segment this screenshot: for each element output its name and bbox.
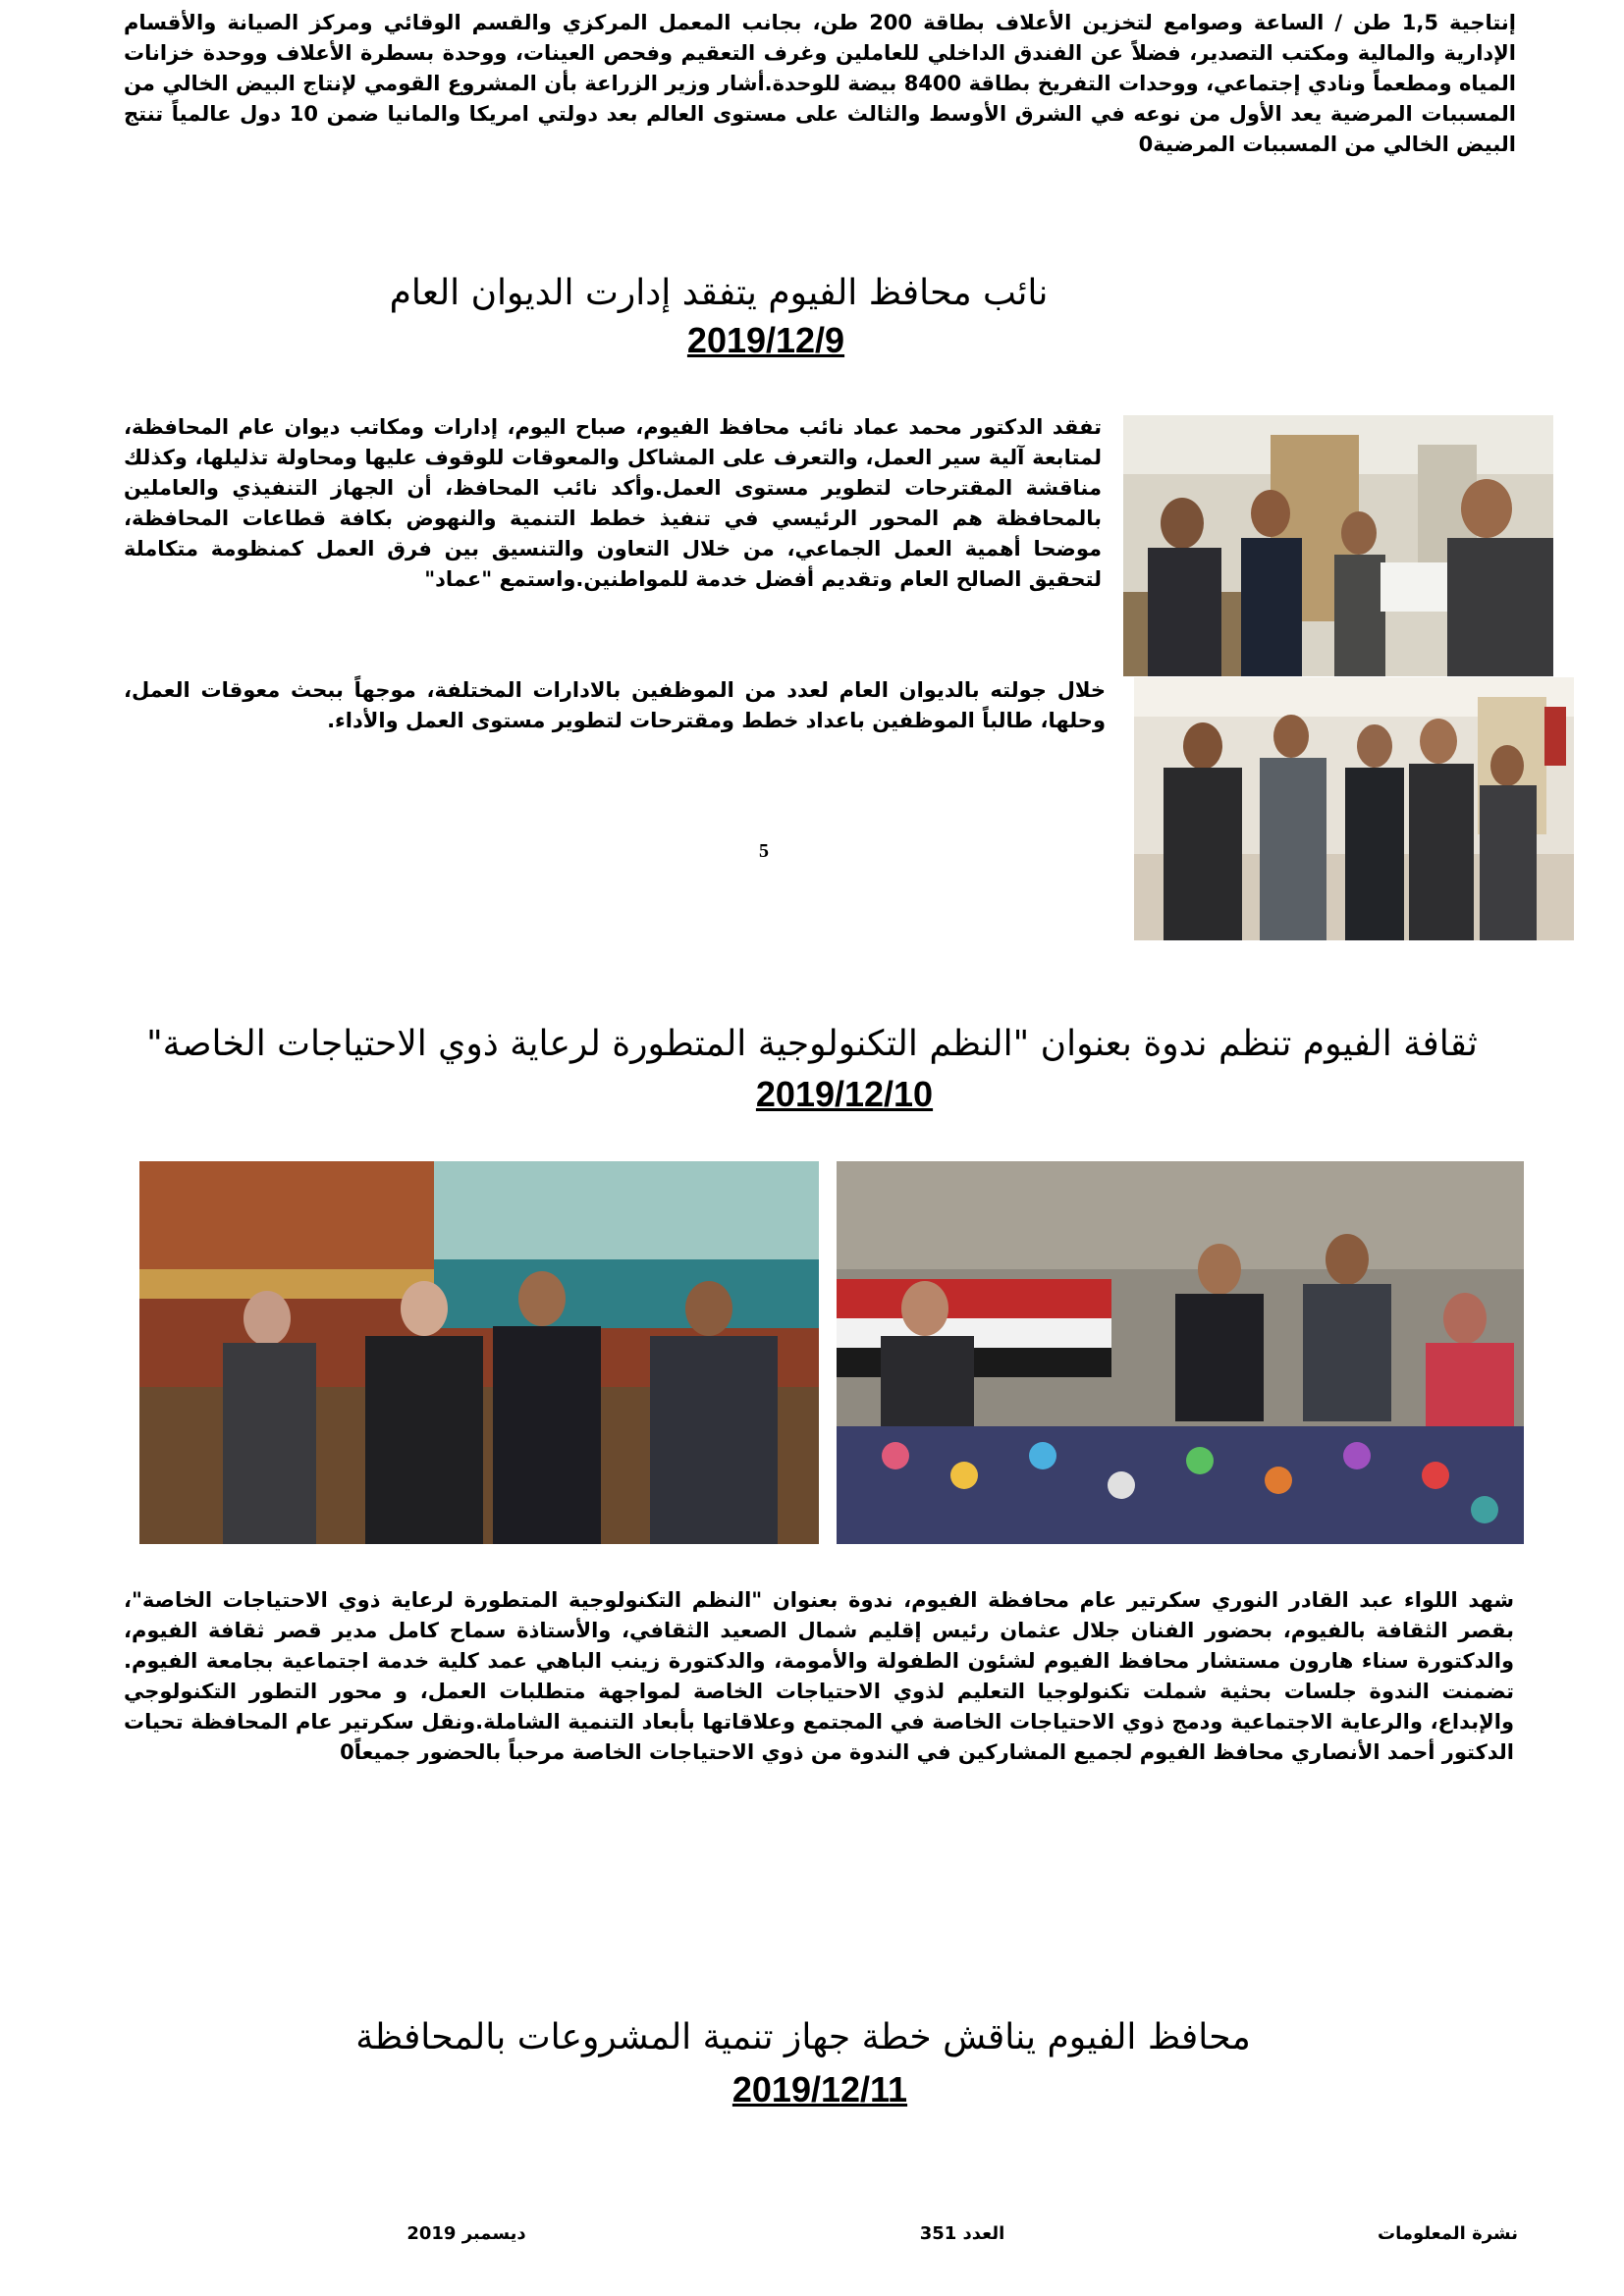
article2-date: 2019/12/10	[755, 1074, 934, 1114]
footer-publication: نشرة المعلومات	[1378, 2223, 1518, 2244]
article1-date: 2019/12/9	[686, 320, 845, 360]
article1-photo-office	[1123, 415, 1553, 676]
page-number: 5	[759, 840, 769, 862]
article1-title: نائب محافظ الفيوم يتفقد إدارت الديوان العام	[389, 273, 1049, 313]
article3-date: 2019/12/11	[731, 2069, 908, 2109]
article2-title: ثقافة الفيوم تنظم ندوة بعنوان "النظم التكنولوجية المتطورة لرعاية ذوي الاحتياجات الخاصة"	[146, 1024, 1478, 1064]
article2-paragraph: شهد اللواء عبد القادر النوري سكرتير عام محافظة الفيوم، ندوة بعنوان "النظم التكنولوجية المتطورة لرعاية ذوي الاحتياجات الخاصة"، بقصر الثقافة بالفيوم، بحضور الفنان جلال عثمان رئيس إقليم شمال الصعيد الثقافي، والأستاذة سماح كامل مدير قصر ثقافة الفيوم، والدكتورة سناء هارون مستشار محافظ الفيوم لشئون الطفولة والأمومة، والدكتورة زينب الباهي عمد كلية خدمة اجتماعية بجامعة الفيوم. تضمنت الندوة جلسات بحثية شملت تكنولوجيا التعليم لذوي الاحتياجات الخاصة لمواجهة متطلبات العمل، و محور التطور التكنولوجي والإبداع، والرعاية الاجتماعية ودمج ذوي الاحتياجات الخاصة في المجتمع وعلاقاتها بأبعاد التنمية الشاملة.ونقل سكرتير عام المحافظة تحيات الدكتور أحمد الأنصاري محافظ الفيوم لجميع المشاركين في الندوة من ذوي الاحتياجات الخاصة مرحباً بالحضور جميعاً0	[124, 1588, 1514, 1764]
article1-photo-corridor	[1134, 677, 1574, 940]
footer-month: ديسمبر 2019	[406, 2223, 526, 2244]
article2-photo-ceremony	[139, 1161, 819, 1544]
article1-paragraph1: تفقد الدكتور محمد عماد نائب محافظ الفيوم، صباح اليوم، إدارات ومكاتب ديوان عام المحافظة، لمتابعة آلية سير العمل، والتعرف على المشاكل والمعوقات للوقوف عليها ومحاولة تذليلها، وكذلك مناقشة المقترحات لتطوير مستوى العمل.وأكد نائب المحافظ، أن الجهاز التنفيذي والعاملين بالمحافظة هم المحور الرئيسي في تنفيذ خطط التنمية والنهوض بكافة قطاعات المحافظة، موضحا أهمية العمل الجماعي، من خلال التعاون والتنسيق بين فرق العمل كمنظومة متكاملة لتحقيق الصالح العام وتقديم أفضل خدمة للمواطنين.واستمع "عماد"	[124, 415, 1102, 591]
footer-issue: العدد 351	[919, 2223, 1005, 2244]
article2-photo-exhibition	[837, 1161, 1524, 1544]
article3-title: محافظ الفيوم يناقش خطة جهاز تنمية المشروعات بالمحافظة	[355, 2017, 1251, 2057]
article1-paragraph2: خلال جولته بالديوان العام لعدد من الموظفين بالادارات المختلفة، موجهاً ببحث معوقات العمل، وحلها، طالباً الموظفين باعداد خطط ومقترحات لتطوير مستوى العمل والأداء.	[124, 678, 1106, 732]
intro-paragraph: إنتاجية 1,5 طن / الساعة وصوامع لتخزين الأعلاف بطاقة 200 طن، بجانب المعمل المركزي والقسم الوقائي ومركز الصيانة والأقسام الإدارية والمالية ومكتب التصدير، فضلاً عن الفندق الداخلي للعاملين وغرف التعقيم وفحص العينات، ووحدة بسطرة الأعلاف ووحدة خزانات المياه ومطعماً ونادي إجتماعي، ووحدات التفريخ بطاقة 8400 بيضة للوحدة.أشار وزير الزراعة بأن المشروع القومي لإنتاج البيض الخالي من المسببات المرضية يعد الأول من نوعه في الشرق الأوسط والثالث على مستوى العالم بعد دولتي امريكا والمانيا ضمن 10 دول عالمياً تنتج البيض الخالي من المسببات المرضية0	[124, 11, 1516, 156]
